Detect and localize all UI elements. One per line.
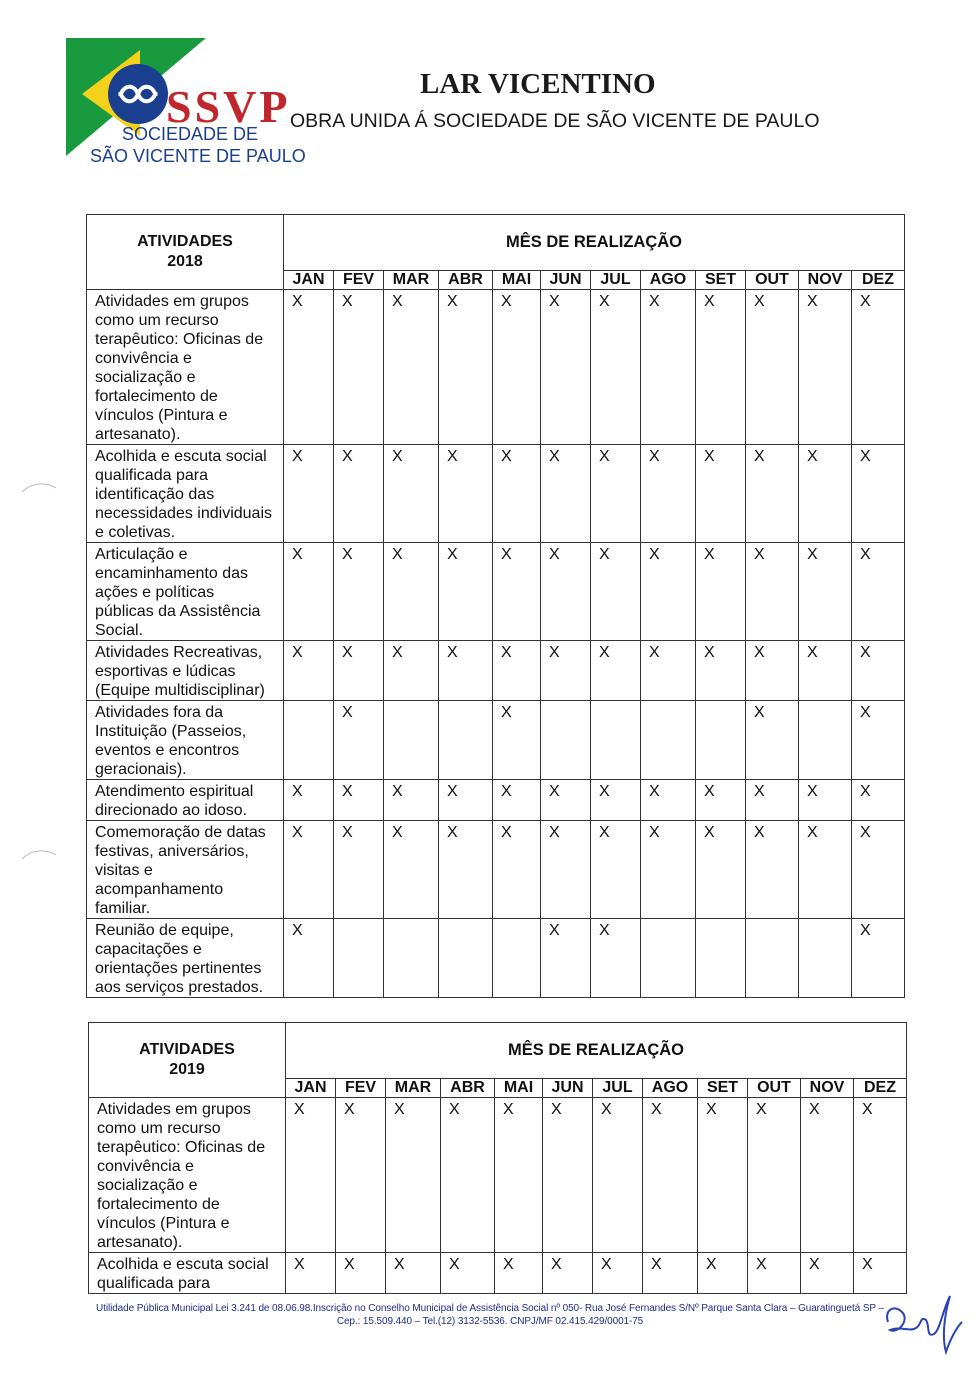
mark-cell: X xyxy=(493,290,541,445)
activity-cell: Acolhida e escuta social qualificada para xyxy=(89,1253,286,1294)
mark-cell: X xyxy=(384,641,439,701)
mark-cell: X xyxy=(591,641,641,701)
month-header: MÊS DE REALIZAÇÃO xyxy=(284,215,905,271)
month-cell-jul: JUL xyxy=(591,271,641,290)
mark-cell: X xyxy=(852,919,905,998)
mark-cell xyxy=(746,919,799,998)
mark-cell xyxy=(541,701,591,780)
footer-line-1: Utilidade Pública Municipal Lei 3.241 de 08.06.98.Inscrição no Conselho Municipal de Assistência Social nº 050- Rua José Fernandes S/Nº Parque Santa Clara – Guaratinguetá SP – xyxy=(96,1303,884,1314)
mark-cell: X xyxy=(441,1253,495,1294)
month-cell-jun: JUN xyxy=(541,271,591,290)
mark-cell: X xyxy=(641,290,696,445)
activity-cell: Atividades em grupos como um recurso terapêutico: Oficinas de convivência e socialização e fortalecimento de vínculos (Pintura e artesanato). xyxy=(87,290,284,445)
mark-cell xyxy=(384,701,439,780)
mark-cell xyxy=(384,919,439,998)
mark-cell: X xyxy=(799,290,852,445)
mark-cell: X xyxy=(495,1098,543,1253)
mark-cell: X xyxy=(852,290,905,445)
mark-cell: X xyxy=(799,821,852,919)
mark-cell: X xyxy=(541,641,591,701)
mark-cell: X xyxy=(799,780,852,821)
mark-cell xyxy=(696,919,746,998)
page-subtitle: OBRA UNIDA Á SOCIEDADE DE SÃO VICENTE DE PAULO xyxy=(290,110,820,132)
mark-cell: X xyxy=(746,821,799,919)
mark-cell: X xyxy=(799,641,852,701)
mark-cell: X xyxy=(493,701,541,780)
mark-cell: X xyxy=(284,821,334,919)
table-row xyxy=(89,1253,907,1294)
month-cell-ago: AGO xyxy=(643,1079,698,1098)
month-cell-nov: NOV xyxy=(801,1079,854,1098)
mark-cell: X xyxy=(591,290,641,445)
mark-cell: X xyxy=(439,543,493,641)
mark-cell: X xyxy=(852,641,905,701)
mark-cell: X xyxy=(593,1098,643,1253)
footer-line-2: Cep.: 15.509.440 – Tel.(12) 3132-5536. CNPJ/MF 02.415.429/0001-75 xyxy=(336,1316,644,1327)
month-cell-jan: JAN xyxy=(286,1079,336,1098)
mark-cell: X xyxy=(541,290,591,445)
mark-cell: X xyxy=(591,445,641,543)
month-cell-fev: FEV xyxy=(334,271,384,290)
mark-cell: X xyxy=(334,780,384,821)
mark-cell: X xyxy=(384,780,439,821)
mark-cell: X xyxy=(336,1253,386,1294)
mark-cell: X xyxy=(541,780,591,821)
mark-cell: X xyxy=(696,290,746,445)
mark-cell: X xyxy=(384,290,439,445)
activity-cell: Atividades fora da Instituição (Passeios, eventos e encontros geracionais). xyxy=(87,701,284,780)
mark-cell: X xyxy=(698,1098,748,1253)
mark-cell: X xyxy=(696,445,746,543)
scan-mark-icon xyxy=(20,845,60,865)
mark-cell: X xyxy=(386,1253,441,1294)
mark-cell: X xyxy=(493,641,541,701)
month-cell-ago: AGO xyxy=(641,271,696,290)
mark-cell xyxy=(334,919,384,998)
table-row xyxy=(87,821,905,919)
month-cell-set: SET xyxy=(696,271,746,290)
month-cell-out: OUT xyxy=(746,271,799,290)
mark-cell: X xyxy=(696,641,746,701)
mark-cell: X xyxy=(591,780,641,821)
mark-cell: X xyxy=(384,821,439,919)
mark-cell: X xyxy=(286,1098,336,1253)
activity-cell: Atividades Recreativas, esportivas e lúdicas (Equipe multidisciplinar) xyxy=(87,641,284,701)
mark-cell: X xyxy=(495,1253,543,1294)
mark-cell: X xyxy=(439,290,493,445)
month-cell-abr: ABR xyxy=(439,271,493,290)
mark-cell: X xyxy=(801,1253,854,1294)
mark-cell xyxy=(641,919,696,998)
month-cell-fev: FEV xyxy=(336,1079,386,1098)
table-row xyxy=(87,701,905,780)
ssvp-logo xyxy=(62,36,306,166)
table-row xyxy=(89,1098,907,1253)
mark-cell: X xyxy=(593,1253,643,1294)
activities-label: ATIVIDADES xyxy=(137,233,233,250)
mark-cell: X xyxy=(641,641,696,701)
mark-cell: X xyxy=(698,1253,748,1294)
mark-cell: X xyxy=(541,445,591,543)
mark-cell: X xyxy=(284,641,334,701)
mark-cell: X xyxy=(334,821,384,919)
month-cell-jul: JUL xyxy=(593,1079,643,1098)
mark-cell: X xyxy=(746,543,799,641)
year-label: 2018 xyxy=(167,253,203,270)
mark-cell: X xyxy=(439,780,493,821)
table-row xyxy=(87,543,905,641)
month-header: MÊS DE REALIZAÇÃO xyxy=(286,1023,907,1079)
schedule-table-2018 xyxy=(86,214,905,998)
mark-cell: X xyxy=(541,543,591,641)
mark-cell: X xyxy=(854,1253,907,1294)
mark-cell: X xyxy=(336,1098,386,1253)
mark-cell: X xyxy=(746,445,799,543)
mark-cell: X xyxy=(384,543,439,641)
activities-header xyxy=(89,1023,286,1098)
table-row xyxy=(87,290,905,445)
month-cell-dez: DEZ xyxy=(854,1079,907,1098)
mark-cell xyxy=(493,919,541,998)
mark-cell: X xyxy=(591,821,641,919)
mark-cell: X xyxy=(696,543,746,641)
mark-cell: X xyxy=(801,1098,854,1253)
activity-cell: Reunião de equipe, capacitações e orientações pertinentes aos serviços prestados. xyxy=(87,919,284,998)
year-label: 2019 xyxy=(169,1061,205,1078)
mark-cell: X xyxy=(854,1098,907,1253)
mark-cell: X xyxy=(641,543,696,641)
mark-cell: X xyxy=(541,821,591,919)
mark-cell: X xyxy=(284,919,334,998)
mark-cell: X xyxy=(439,641,493,701)
mark-cell xyxy=(591,701,641,780)
mark-cell: X xyxy=(386,1098,441,1253)
mark-cell: X xyxy=(591,919,641,998)
activity-cell: Acolhida e escuta social qualificada para identificação das necessidades individuais e coletivas. xyxy=(87,445,284,543)
mark-cell: X xyxy=(643,1253,698,1294)
activities-header xyxy=(87,215,284,290)
mark-cell xyxy=(439,701,493,780)
activity-cell: Articulação e encaminhamento das ações e políticas públicas da Assistência Social. xyxy=(87,543,284,641)
mark-cell: X xyxy=(286,1253,336,1294)
mark-cell: X xyxy=(852,780,905,821)
mark-cell xyxy=(799,701,852,780)
mark-cell: X xyxy=(643,1098,698,1253)
mark-cell: X xyxy=(543,1098,593,1253)
mark-cell: X xyxy=(541,919,591,998)
month-cell-abr: ABR xyxy=(441,1079,495,1098)
mark-cell: X xyxy=(746,290,799,445)
mark-cell xyxy=(799,919,852,998)
mark-cell: X xyxy=(799,445,852,543)
logo-brand-text: SSVP xyxy=(166,81,291,132)
mark-cell: X xyxy=(852,701,905,780)
table-row xyxy=(87,445,905,543)
scan-mark-icon xyxy=(20,478,60,498)
month-cell-dez: DEZ xyxy=(852,271,905,290)
mark-cell: X xyxy=(852,821,905,919)
activity-cell: Atendimento espiritual direcionado ao idoso. xyxy=(87,780,284,821)
mark-cell: X xyxy=(334,445,384,543)
mark-cell: X xyxy=(852,445,905,543)
mark-cell: X xyxy=(284,543,334,641)
logo-line-1: SOCIEDADE DE xyxy=(122,124,259,144)
signature-icon xyxy=(880,1282,970,1362)
mark-cell: X xyxy=(748,1253,801,1294)
mark-cell: X xyxy=(696,780,746,821)
mark-cell: X xyxy=(334,641,384,701)
month-cell-mai: MAI xyxy=(495,1079,543,1098)
mark-cell: X xyxy=(641,780,696,821)
page-title: LAR VICENTINO xyxy=(420,68,656,100)
mark-cell: X xyxy=(493,821,541,919)
mark-cell xyxy=(641,701,696,780)
month-cell-jun: JUN xyxy=(543,1079,593,1098)
mark-cell xyxy=(284,701,334,780)
mark-cell: X xyxy=(334,290,384,445)
logo-line-2: SÃO VICENTE DE PAULO xyxy=(90,146,306,166)
activity-cell: Atividades em grupos como um recurso terapêutico: Oficinas de convivência e socialização e fortalecimento de vínculos (Pintura e artesanato). xyxy=(89,1098,286,1253)
schedule-table-2019 xyxy=(88,1022,907,1294)
mark-cell: X xyxy=(748,1098,801,1253)
month-cell-set: SET xyxy=(698,1079,748,1098)
month-cell-mar: MAR xyxy=(386,1079,441,1098)
month-cell-mai: MAI xyxy=(493,271,541,290)
month-cell-nov: NOV xyxy=(799,271,852,290)
mark-cell: X xyxy=(641,445,696,543)
month-cell-mar: MAR xyxy=(384,271,439,290)
mark-cell: X xyxy=(284,290,334,445)
mark-cell: X xyxy=(852,543,905,641)
mark-cell: X xyxy=(543,1253,593,1294)
mark-cell: X xyxy=(384,445,439,543)
mark-cell: X xyxy=(284,780,334,821)
mark-cell: X xyxy=(493,445,541,543)
mark-cell: X xyxy=(441,1098,495,1253)
mark-cell xyxy=(439,919,493,998)
mark-cell: X xyxy=(746,780,799,821)
activities-label: ATIVIDADES xyxy=(139,1041,235,1058)
mark-cell: X xyxy=(641,821,696,919)
mark-cell: X xyxy=(746,701,799,780)
mark-cell xyxy=(696,701,746,780)
mark-cell: X xyxy=(334,701,384,780)
month-cell-jan: JAN xyxy=(284,271,334,290)
mark-cell: X xyxy=(493,543,541,641)
mark-cell: X xyxy=(799,543,852,641)
table-row xyxy=(87,919,905,998)
mark-cell: X xyxy=(284,445,334,543)
page-footer xyxy=(0,1302,980,1328)
mark-cell: X xyxy=(591,543,641,641)
mark-cell: X xyxy=(696,821,746,919)
mark-cell: X xyxy=(334,543,384,641)
mark-cell: X xyxy=(439,821,493,919)
table-row xyxy=(87,780,905,821)
table-row xyxy=(87,641,905,701)
mark-cell: X xyxy=(439,445,493,543)
month-cell-out: OUT xyxy=(748,1079,801,1098)
activity-cell: Comemoração de datas festivas, aniversários, visitas e acompanhamento familiar. xyxy=(87,821,284,919)
mark-cell: X xyxy=(746,641,799,701)
mark-cell: X xyxy=(493,780,541,821)
